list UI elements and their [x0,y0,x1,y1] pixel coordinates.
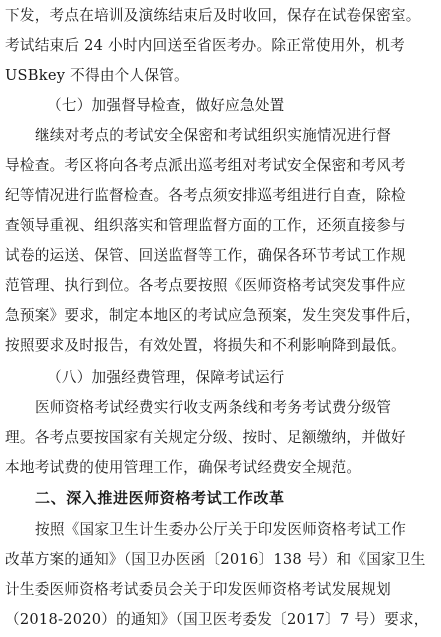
section-subheading: （八）加强经费管理，保障考试运行 [47,369,285,386]
body-line: 计生委医师资格考试委员会关于印发医师资格考试发展规划 [5,581,391,598]
section-heading: 二、深入推进医师资格考试工作改革 [35,489,285,507]
section-subheading: （七）加强督导检查，做好应急处置 [47,97,285,114]
body-line: USBkey 不得由个人保管。 [5,67,189,84]
body-line: 范管理、执行到位。各考点要按照《医师资格考试突发事件应 [5,277,406,294]
body-line: 本地考试费的使用管理工作，确保考试经费安全规范。 [5,459,362,476]
body-line: 按照要求及时报告，有效处置，将损失和不利影响降到最低。 [5,337,406,354]
paragraph-first-line: 医师资格考试经费实行收支两条线和考务考试费分级管 [35,399,392,416]
body-line: 纪等情况进行监督检查。各考点须安排巡考组进行自查，除检 [5,187,406,204]
body-line: 导检查。考区将向各考点派出巡考组对考试安全保密和考风考 [5,157,406,174]
body-line: 理。各考点要按国家有关规定分级、按时、足额缴纳，并做好 [5,429,406,446]
body-line: 试卷的运送、保管、回送监督等工作，确保各环节考试工作规 [5,247,406,264]
body-line: 下发，考点在培训及演练结束后及时收回，保存在试卷保密室。 [5,7,421,24]
body-line: （2018-2020）的通知》（国卫医考委发〔2017〕7 号）要求， [5,611,429,628]
body-line: 查领导重视、组织落实和管理监督方面的工作，还须直接参与 [5,217,406,234]
paragraph-first-line: 按照《国家卫生计生委办公厅关于印发医师资格考试工作 [35,521,407,538]
paragraph-first-line: 继续对考点的考试安全保密和考试组织实施情况进行督 [35,127,392,144]
body-line: 改革方案的通知》（国卫办医函〔2016〕138 号）和《国家卫生 [5,551,426,568]
body-line: 急预案》要求，制定本地区的考试应急预案，发生突发事件后， [5,307,421,324]
body-line: 考试结束后 24 小时内回送至省医考办。除正常使用外，机考 [5,37,405,54]
